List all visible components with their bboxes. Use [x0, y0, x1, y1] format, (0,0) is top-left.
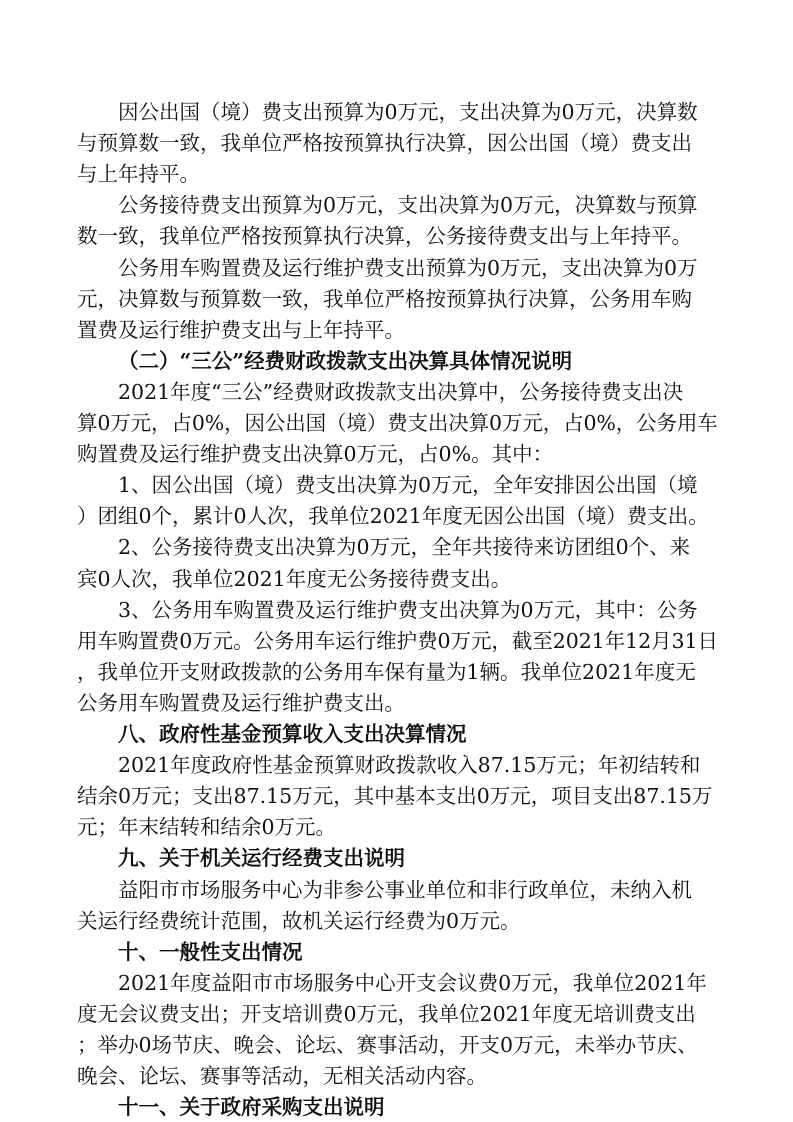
- paragraph-line: 公务用车购置费及运行维护费支出。: [77, 690, 405, 715]
- paragraph-line: 数一致，我单位严格按预算执行决算，公务接待费支出与上年持平。: [77, 224, 692, 249]
- section-heading: 十一、关于政府采购支出说明: [118, 1095, 385, 1120]
- section-heading: 十、一般性支出情况: [118, 939, 303, 964]
- paragraph-line: 与预算数一致，我单位严格按预算执行决算，因公出国（境）费支出: [77, 131, 692, 156]
- section-heading: 八、政府性基金预算收入支出决算情况: [118, 722, 467, 746]
- paragraph-line: 益阳市市场服务中心为非参公事业单位和非行政单位，未纳入机: [118, 877, 692, 902]
- paragraph-line: 公务接待费支出预算为0万元，支出决算为0万元，决算数与预算: [118, 193, 698, 218]
- paragraph-line: ；举办0场节庆、晚会、论坛、赛事活动，开支0万元，未举办节庆、: [77, 1033, 698, 1057]
- paragraph-line: 结余0万元；支出87.15万元，其中基本支出0万元，项目支出87.15万: [77, 784, 713, 809]
- paragraph-line: 2021年度益阳市市场服务中心开支会议费0万元，我单位2021年: [118, 970, 707, 995]
- paragraph-line: 3、公务用车购置费及运行维护费支出决算为0万元，其中：公务: [118, 597, 698, 622]
- section-heading: （二）“三公”经费财政拨款支出决算具体情况说明: [118, 348, 573, 373]
- paragraph-line: 2021年度“三公”经费财政拨款支出决算中，公务接待费支出决: [118, 379, 684, 404]
- paragraph-line: 购置费及运行维护费支出决算0万元，占0%。其中：: [77, 442, 554, 467]
- paragraph-line: 算0万元，占0%，因公出国（境）费支出决算0万元，占0%，公务用车: [77, 411, 718, 435]
- paragraph-line: 因公出国（境）费支出预算为0万元，支出决算为0万元，决算数: [118, 100, 698, 124]
- paragraph-line: 与上年持平。: [77, 162, 200, 187]
- paragraph-line: 1、因公出国（境）费支出决算为0万元，全年安排因公出国（境: [118, 473, 698, 498]
- paragraph-line: 晚会、论坛、赛事等活动，无相关活动内容。: [77, 1064, 487, 1089]
- paragraph-line: 元；年末结转和结余0万元。: [77, 815, 337, 840]
- paragraph-line: 2021年度政府性基金预算财政拨款收入87.15万元；年初结转和: [118, 753, 701, 778]
- paragraph-line: 2、公务接待费支出决算为0万元，全年共接待来访团组0个、来: [118, 535, 691, 560]
- paragraph-line: ）团组0个，累计0人次，我单位2021年度无因公出国（境）费支出。: [77, 504, 709, 529]
- paragraph-line: 公务用车购置费及运行维护费支出预算为0万元，支出决算为0万: [118, 255, 698, 280]
- paragraph-line: 关运行经费统计范围，故机关运行经费为0万元。: [77, 908, 521, 933]
- section-heading: 九、关于机关运行经费支出说明: [118, 846, 405, 871]
- paragraph-line: 用车购置费0万元。公务用车运行维护费0万元，截至2021年12月31日: [77, 628, 718, 653]
- paragraph-line: 宾0人次，我单位2021年度无公务接待费支出。: [77, 566, 512, 591]
- paragraph-line: ，我单位开支财政拨款的公务用车保有量为1辆。我单位2021年度无: [77, 659, 696, 684]
- paragraph-line: 度无会议费支出；开支培训费0万元，我单位2021年度无培训费支出: [77, 1001, 696, 1026]
- paragraph-line: 元，决算数与预算数一致，我单位严格按预算执行决算，公务用车购: [77, 286, 692, 311]
- paragraph-line: 置费及运行维护费支出与上年持平。: [77, 317, 405, 342]
